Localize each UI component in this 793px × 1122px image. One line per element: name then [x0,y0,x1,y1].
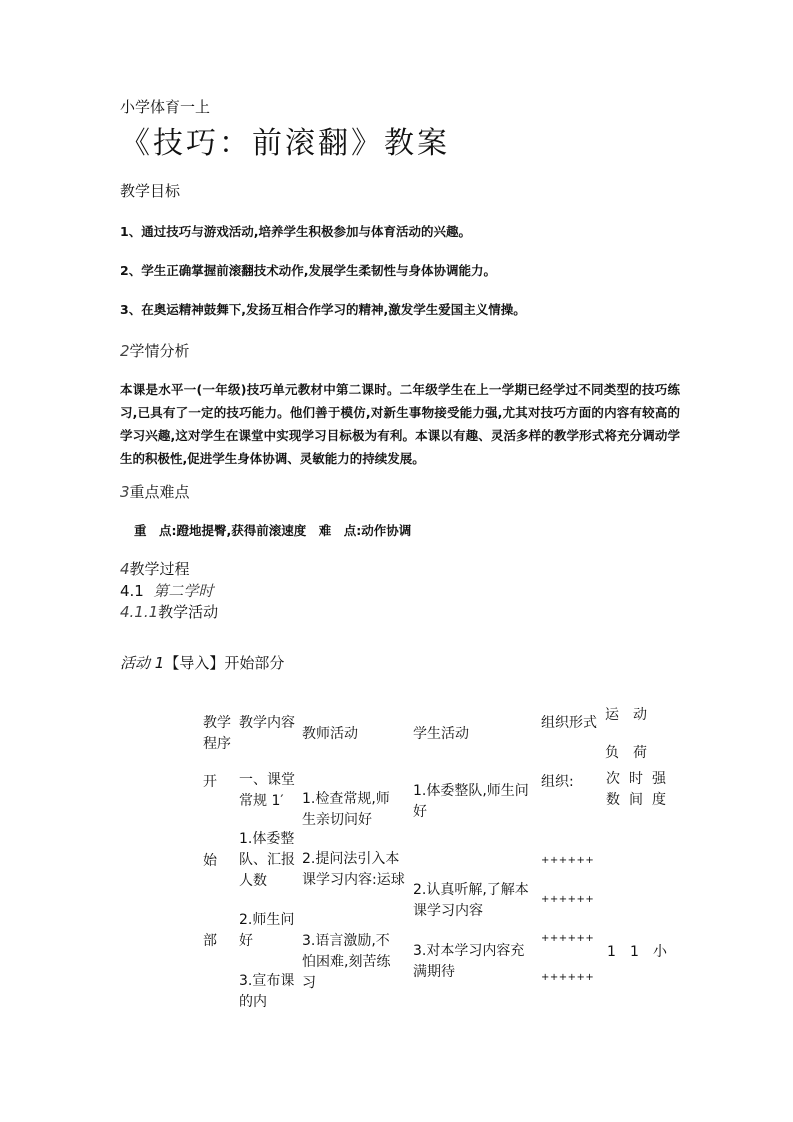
formation-row: ++++++ [541,972,595,983]
section-number: 2 [120,342,130,360]
subsection-number: 4.1.1 [120,603,159,621]
content-item: 1.体委整队、汇报人数 [239,831,295,889]
subsection-4-1-1 [120,601,218,622]
formation-row: ++++++ [541,933,595,944]
activity-bracket: 【导入】 [164,654,225,672]
goal-item: 2、学生正确掌握前滚翻技术动作,发展学生柔韧性与身体协调能力。 [120,263,496,278]
teacher-item: 2.提问法引入本课学习内容:运球 [302,851,405,888]
activity-prefix: 活动 1 [120,654,165,672]
load-count-value: 1 [607,944,616,960]
goal-item: 1、通过技巧与游戏活动,培养学生积极参加与体育活动的兴趣。 [120,224,471,239]
section-title: 教学过程 [129,560,190,578]
content-item: 3.宣布课的内 [239,973,295,1010]
teacher-item: 1.检查常规,师生亲切问好 [302,791,390,828]
student-item: 1.体委整队,师生问好 [413,783,529,820]
content-item: 一、课堂常规 1′ [239,772,295,809]
activity-title: 开始部分 [224,654,285,672]
procedure-char: 部 [203,933,217,949]
student-item: 3.对本学习内容充满期待 [413,943,525,980]
formation-row: ++++++ [541,855,595,866]
procedure-char: 始 [203,853,217,869]
header-load-top: 运 动 [605,707,647,723]
header-load-bottom: 负 荷 [605,745,647,761]
document-title: 《技巧：前滚翻》教案 [120,126,450,161]
analysis-paragraph: 本课是水平一(一年级)技巧单元教材中第二课时。二年级学生在上一学期已经学过不同类型的技巧练习,已具有了一定的技巧能力。他们善于模仿,对新生事物接受能力强,尤其对技巧方面的内容有较高的学习兴趣,这对学生在课堂中实现学习目标极为有利。本课以有趣、灵活多样的教学形式将充分调动学生的积极性,促进学生身体协调、灵敏能力的持续发展。 [120,382,680,466]
activity-heading [120,652,284,673]
header-organization: 组织形式 [541,715,597,731]
subsection-title: 教学活动 [158,603,219,621]
teacher-item: 3.语言激励,不怕困难,刻苦练习 [302,933,391,991]
section-title: 重点难点 [129,483,190,501]
organization-label: 组织: [541,774,574,790]
keypoints-line: 重 点:蹬地提臀,获得前滚速度 难 点:动作协调 [134,523,412,538]
formation-row: ++++++ [541,894,595,905]
subsection-title: 第二学时 [153,582,214,600]
section-heading-analysis [120,340,190,361]
header-student: 学生活动 [413,726,469,742]
header-teacher: 教师活动 [302,726,358,742]
load-sub-time: 时间 [629,771,643,808]
goal-item: 3、在奥运精神鼓舞下,发扬互相合作学习的精神,激发学生爱国主义情操。 [120,302,526,317]
load-sub-intensity: 强度 [652,771,666,808]
procedure-char: 开 [203,774,217,790]
student-item: 2.认真听解,了解本课学习内容 [413,882,529,919]
section-number: 4 [120,560,130,578]
load-sub-count: 次数 [606,771,620,808]
load-time-value: 1 [630,944,639,960]
header-procedure: 教学程序 [203,715,231,752]
section-heading-keypoints [120,481,190,502]
content-item: 2.师生问好 [239,912,295,949]
section-heading-goals: 教学目标 [120,182,181,200]
subsection-number: 4.1 [120,582,144,600]
load-intensity-value: 小 [653,944,667,960]
section-heading-process [120,558,190,579]
section-number: 3 [120,483,130,501]
header-content: 教学内容 [239,715,295,731]
subject-label: 小学体育一上 [120,98,211,116]
subsection-4-1 [120,580,213,601]
section-title: 学情分析 [129,342,190,360]
